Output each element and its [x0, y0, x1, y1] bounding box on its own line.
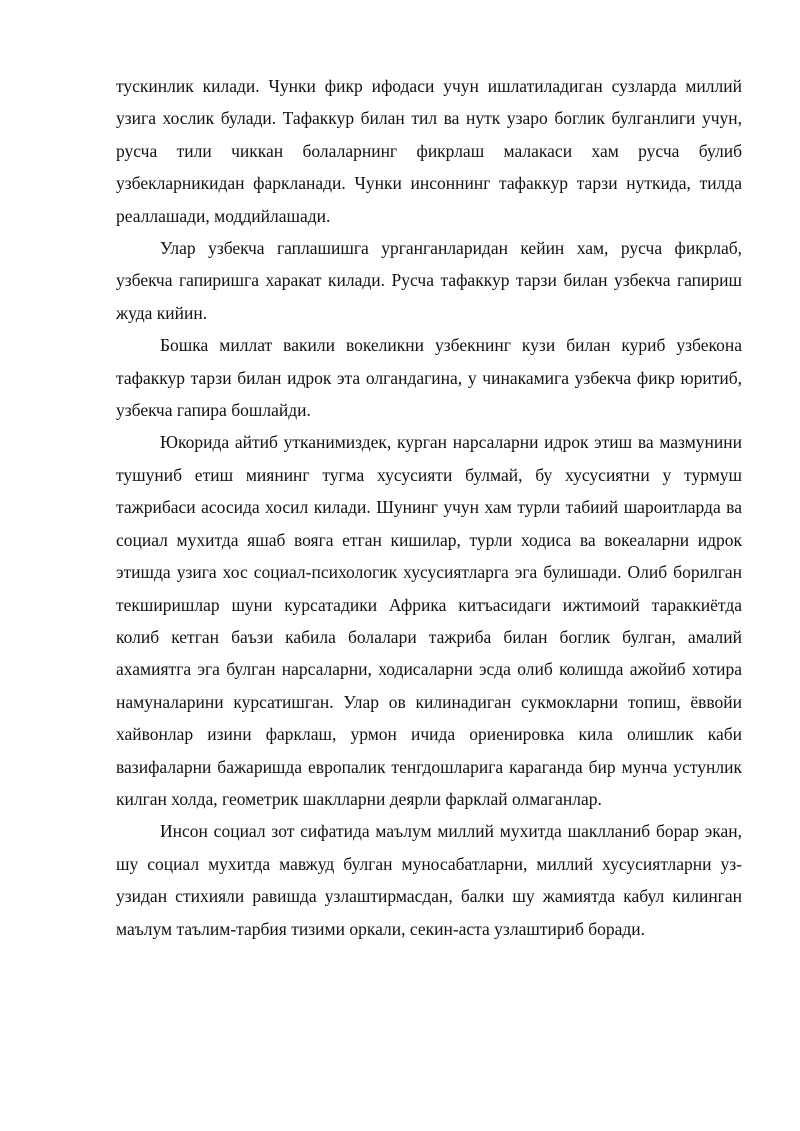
paragraph-3: Бошка миллат вакили вокеликни узбекнинг кузи билан куриб узбекона тафаккур тарзи билан идрок эта олгандагина, у чинакамига узбекча фикр юритиб, узбекча гапира бошлайди.	[116, 335, 742, 421]
paragraph-4: Юкорида айтиб утканимиздек, курган нарсаларни идрок этиш ва мазмунини тушуниб етиш миянинг тугма хусусияти булмай, бу хусусиятни у турмуш тажрибаси асосида хосил килади. Шунинг учун хам турли табиий шароитларда ва социал мухитда яшаб вояга етган кишилар, турли ходиса ва вокеаларни идрок этишда узига хос социал-психологик хусусиятларга эга булишади. Олиб борилган текширишлар шуни курсатадики Африка китъасидаги ижтимоий тараккиётда колиб кетган баъзи кабила болалари тажриба билан боглик булган, амалий ахамиятга эга булган нарсаларни, ходисаларни эсда олиб колишда ажойиб хотира намуналарини курсатишган. Улар ов килинадиган сукмокларни топиш, ёввойи хайвонлар изини фарклаш, урмон ичида ориенировка кила олишлик каби вазифаларни бажаришда европалик тенгдошларига караганда бир мунча устунлик килган холда, геометрик шаклларни деярли фарклай олмаганлар.	[116, 432, 742, 809]
paragraph-2: Улар узбекча гаплашишга урганганларидан кейин хам, русча фикрлаб, узбекча гапиришга харакат килади. Русча тафаккур тарзи билан узбекча гапириш жуда кийин.	[116, 238, 742, 323]
document-page	[116, 70, 742, 945]
paragraph-5: Инсон социал зот сифатида маълум миллий мухитда шаклланиб борар экан, шу социал мухитда мавжуд булган муносабатларни, миллий хусусиятларни уз-узидан стихияли равишда узлаштирмасдан, балки шу жамиятда кабул килинган маълум таълим-тарбия тизими оркали, секин-аста узлаштириб боради.	[116, 821, 742, 939]
paragraph-1: тускинлик килади. Чунки фикр ифодаси учун ишлатиладиган сузларда миллий узига хослик булади. Тафаккур билан тил ва нутк узаро боглик булганлиги учун, русча тили чиккан болаларнинг фикрлаш малакаси хам русча булиб узбекларникидан фаркланади. Чунки инсоннинг тафаккур тарзи нуткида, тилда реаллашади, моддийлашади.	[116, 76, 742, 226]
